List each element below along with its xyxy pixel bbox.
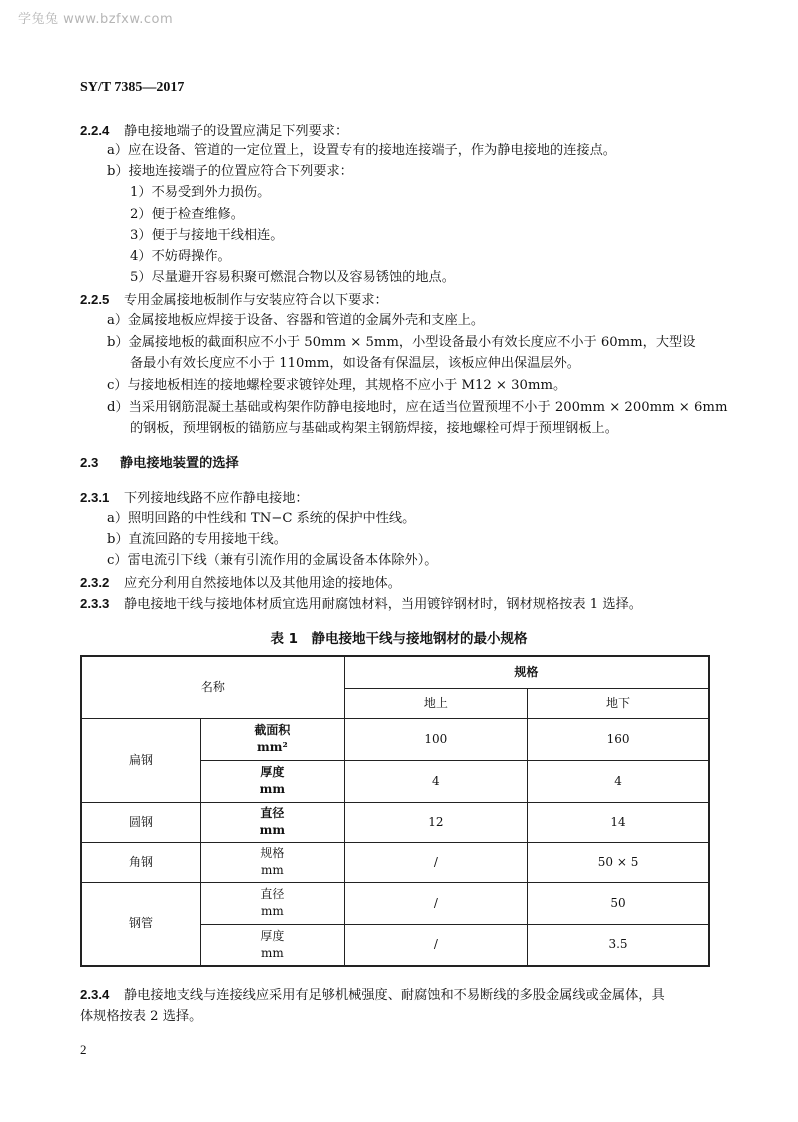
header-above-ground: 地上 <box>344 688 527 718</box>
clause-2-2-4-a: a）应在设备、管道的一定位置上，设置专有的接地连接端子，作为静电接地的连接点。 <box>107 143 616 158</box>
value-cell: 50 × 5 <box>528 842 709 882</box>
table-row <box>81 882 709 924</box>
clause-text: 静电接地干线与接地体材质宜选用耐腐蚀材料，当用镀锌钢材时，钢材规格按表 1 选择。 <box>124 597 642 612</box>
clause-2-3-3 <box>80 594 642 615</box>
clause-2-3-1 <box>80 488 309 509</box>
clause-2-2-5 <box>80 290 388 311</box>
standard-code-header: SY/T 7385—2017 <box>80 80 185 95</box>
clause-2-3-1-c: c）雷电流引下线（兼有引流作用的金属设备本体除外）。 <box>107 553 438 568</box>
clause-text: 下列接地线路不应作静电接地： <box>124 491 309 506</box>
clause-text: 专用金属接地板制作与安装应符合以下要求： <box>124 293 388 308</box>
param-label: 截面积 <box>254 723 291 737</box>
material-steel-pipe: 钢管 <box>81 882 201 966</box>
clause-2-2-5-d-line1: d）当采用钢筋混凝土基础或构架作防静电接地时，应在适当位置预埋不小于 200mm × 200mm × 6mm <box>107 400 728 415</box>
value-cell: 4 <box>528 760 709 802</box>
material-round-steel: 圆钢 <box>81 802 201 842</box>
clause-2-3-4-line1 <box>80 985 665 1006</box>
clause-number: 2.3.3 <box>80 596 110 611</box>
clause-text: 应充分利用自然接地体以及其他用途的接地体。 <box>124 576 401 591</box>
list-item: 5）尽量避开容易积聚可燃混合物以及容易锈蚀的地点。 <box>130 270 455 285</box>
table-row <box>81 802 709 842</box>
value-cell: 12 <box>344 802 527 842</box>
param-unit: mm <box>261 863 284 877</box>
value-cell: 3.5 <box>528 924 709 966</box>
table-row <box>81 718 709 760</box>
list-item: 3）便于与接地干线相连。 <box>130 228 284 243</box>
param-label: 规格 <box>260 846 285 860</box>
clause-2-3-4-line2: 体规格按表 2 选择。 <box>80 1009 203 1024</box>
clause-2-3-1-b: b）直流回路的专用接地干线。 <box>107 532 287 547</box>
watermark: 学兔兔 www.bzfxw.com <box>18 12 174 27</box>
param-label: 直径 <box>260 887 285 901</box>
header-below-ground: 地下 <box>528 688 709 718</box>
section-number: 2.3 <box>80 455 99 470</box>
clause-number: 2.3.1 <box>80 490 110 505</box>
clause-number: 2.3.2 <box>80 575 110 590</box>
param-unit: mm <box>259 823 286 837</box>
material-flat-steel: 扁钢 <box>81 718 201 802</box>
value-cell: 4 <box>344 760 527 802</box>
clause-2-2-5-b-line2: 备最小有效长度应不小于 110mm，如设备有保温层，该板应伸出保温层外。 <box>130 356 580 371</box>
param-label: 厚度 <box>260 928 285 943</box>
clause-2-2-5-c: c）与接地板相连的接地螺栓要求镀锌处理，其规格不应小于 M12 × 30mm。 <box>107 378 567 393</box>
clause-number: 2.2.5 <box>80 292 110 307</box>
value-cell: / <box>344 924 527 966</box>
table-header-row <box>81 656 709 688</box>
value-cell: 14 <box>528 802 709 842</box>
list-item: 2）便于检查维修。 <box>130 207 244 222</box>
param-unit: mm <box>259 782 286 796</box>
clause-2-3-1-a: a）照明回路的中性线和 TN−C 系统的保护中性线。 <box>107 511 416 526</box>
page-number: 2 <box>80 1042 87 1057</box>
value-cell: 100 <box>344 718 527 760</box>
material-angle-steel: 角钢 <box>81 842 201 882</box>
param-cell <box>201 760 345 802</box>
list-item: 1）不易受到外力损伤。 <box>130 185 271 200</box>
param-label: 厚度 <box>260 765 285 779</box>
clause-2-2-4 <box>80 121 348 142</box>
section-title-text: 静电接地装置的选择 <box>120 456 239 471</box>
param-cell <box>201 842 345 882</box>
clause-text: 静电接地支线与连接线应采用有足够机械强度、耐腐蚀和不易断线的多股金属线或金属体，具 <box>124 988 665 1003</box>
param-cell <box>201 802 345 842</box>
param-unit: mm <box>261 945 284 960</box>
param-cell <box>201 718 345 760</box>
clause-2-2-5-b-line1: b）金属接地板的截面积应不小于 50mm × 5mm，小型设备最小有效长度应不小于 60mm，大型设 <box>107 335 696 350</box>
table-1-title: 表 1 静电接地干线与接地钢材的最小规格 <box>270 631 528 647</box>
table-1 <box>80 655 710 967</box>
section-2-3-title <box>80 453 239 474</box>
value-cell: / <box>344 842 527 882</box>
clause-2-2-5-a: a）金属接地板应焊接于设备、容器和管道的金属外壳和支座上。 <box>107 313 485 328</box>
header-name: 名称 <box>81 656 344 718</box>
param-cell <box>201 924 345 966</box>
param-label: 直径 <box>260 806 285 820</box>
clause-text: 静电接地端子的设置应满足下列要求： <box>124 124 349 139</box>
clause-2-2-4-b: b）接地连接端子的位置应符合下列要求： <box>107 164 353 179</box>
clause-number: 2.2.4 <box>80 123 110 138</box>
param-cell <box>201 882 345 924</box>
clause-number: 2.3.4 <box>80 987 110 1002</box>
list-item: 4）不妨碍操作。 <box>130 249 231 264</box>
header-spec: 规格 <box>344 656 709 688</box>
clause-2-3-2 <box>80 573 401 594</box>
value-cell: / <box>344 882 527 924</box>
value-cell: 50 <box>528 882 709 924</box>
param-unit: mm <box>261 904 284 918</box>
value-cell: 160 <box>528 718 709 760</box>
table-row <box>81 842 709 882</box>
clause-2-2-5-d-line2: 的钢板，预埋钢板的锚筋应与基础或构架主钢筋焊接，接地螺栓可焊于预埋钢板上。 <box>130 421 618 436</box>
param-unit: mm² <box>257 740 288 754</box>
